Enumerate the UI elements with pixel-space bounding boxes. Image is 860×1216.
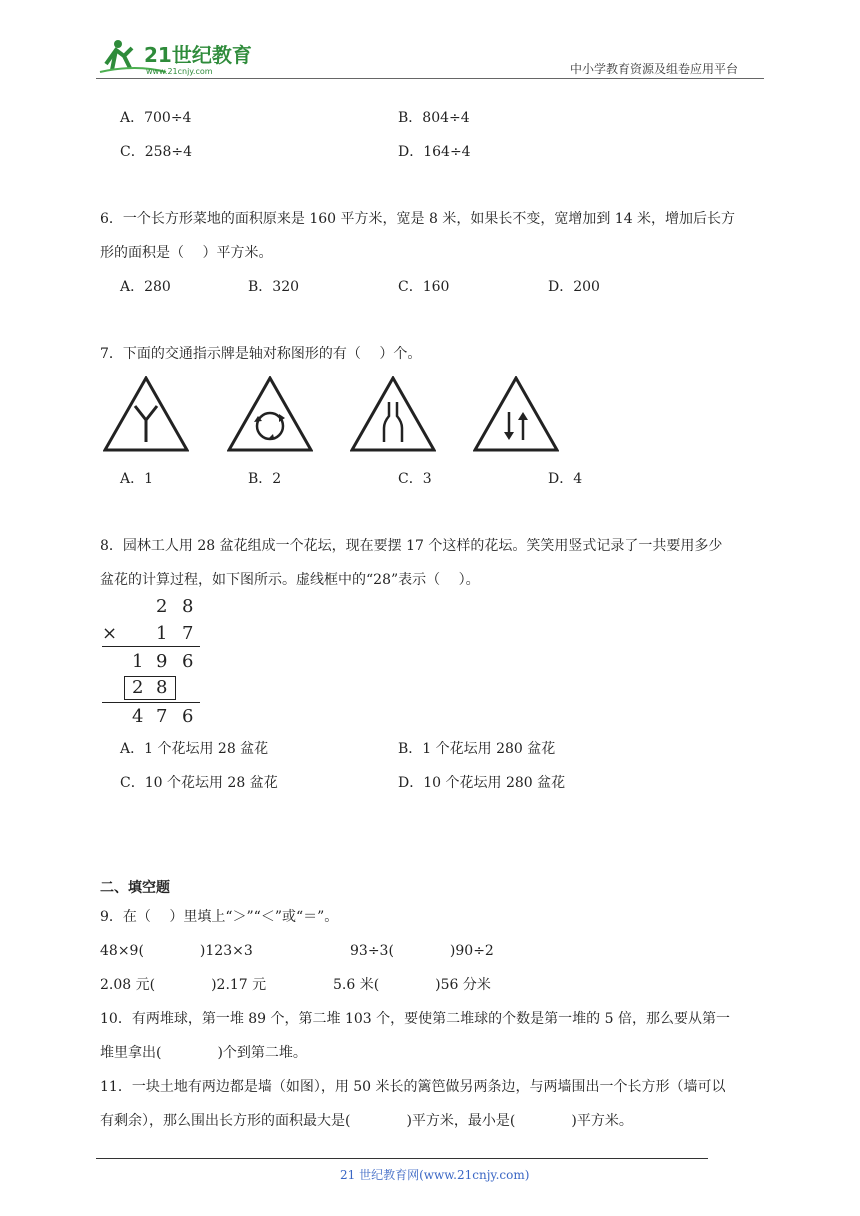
vertical-multiplication <box>100 596 210 726</box>
q10-text-line2: 堆里拿出( )个到第二堆。 <box>100 1045 307 1061</box>
q6-option-b: B．320 <box>248 279 300 295</box>
road-narrows-sign-icon <box>350 376 436 452</box>
q7-option-a: A．1 <box>120 471 154 487</box>
calc-digit: 7 <box>156 706 168 727</box>
footer-link[interactable]: 21 世纪教育网(www.21cnjy.com) <box>340 1168 530 1182</box>
q11-text-line1: 11．一块土地有两边都是墙（如图），用 50 米长的篱笆做另两条边，与两墙围出一个长方形（墙可以 <box>100 1079 726 1095</box>
q8-option-c: C．10 个花坛用 28 盆花 <box>120 775 278 791</box>
q6-option-d: D．200 <box>548 279 600 295</box>
calc-line <box>102 646 200 647</box>
q8-option-d: D．10 个花坛用 280 盆花 <box>398 775 566 791</box>
footer-divider <box>96 1158 708 1159</box>
q11-text-line2: 有剩余），那么围出长方形的面积最大是( )平方米，最小是( )平方米。 <box>100 1113 633 1129</box>
q9-text: 9．在（ ）里填上“＞”“＜”或“＝”。 <box>100 909 339 925</box>
q8-text-line2: 盆花的计算过程，如下图所示。虚线框中的“28”表示（ ）。 <box>100 572 480 588</box>
y-junction-sign-icon <box>103 376 189 452</box>
q9-item: 2.08 元( )2.17 元 <box>100 977 267 993</box>
roundabout-sign-icon <box>227 376 313 452</box>
q7-option-c: C．3 <box>398 471 432 487</box>
calc-digit: 6 <box>182 651 194 672</box>
q6-option-c: C．160 <box>398 279 450 295</box>
calc-digit: 2 <box>132 677 144 698</box>
q5-option-d: D．164÷4 <box>398 144 471 160</box>
q5-option-a: A．700÷4 <box>120 110 192 126</box>
q5-option-c: C．258÷4 <box>120 144 193 160</box>
q7-text: 7．下面的交通指示牌是轴对称图形的有（ ）个。 <box>100 346 422 362</box>
q10-text-line1: 10．有两堆球，第一堆 89 个，第二堆 103 个，要使第二堆球的个数是第一堆的 5 倍，那么要从第一 <box>100 1011 730 1027</box>
calc-digit: 6 <box>182 706 194 727</box>
q8-option-b: B．1 个花坛用 280 盆花 <box>398 741 556 757</box>
calc-digit: 1 <box>132 651 144 672</box>
q5-option-b: B．804÷4 <box>398 110 470 126</box>
q7-option-d: D．4 <box>548 471 583 487</box>
q6-text-line1: 6．一个长方形菜地的面积原来是 160 平方米，宽是 8 米，如果长不变，宽增加到 14 米，增加后长方 <box>100 211 736 227</box>
svg-text:www.21cnjy.com: www.21cnjy.com <box>146 67 213 76</box>
two-way-traffic-sign-icon <box>473 376 559 452</box>
calc-digit: 1 <box>156 623 168 644</box>
q6-option-a: A．280 <box>120 279 171 295</box>
q9-item: 48×9( )123×3 <box>100 943 253 959</box>
calc-digit: 7 <box>182 623 194 644</box>
platform-name: 中小学教育资源及组卷应用平台 <box>570 62 739 76</box>
q9-item: 93÷3( )90÷2 <box>350 943 494 959</box>
calc-operator: × <box>102 623 118 644</box>
header-divider <box>96 78 764 79</box>
q6-text-line2: 形的面积是（ ）平方米。 <box>100 245 273 261</box>
q7-option-b: B．2 <box>248 471 282 487</box>
q8-option-a: A．1 个花坛用 28 盆花 <box>120 741 269 757</box>
calc-digit: 8 <box>156 677 168 698</box>
calc-digit: 8 <box>182 596 194 617</box>
svg-text:21世纪教育: 21世纪教育 <box>144 43 252 67</box>
calc-digit: 9 <box>156 651 168 672</box>
site-logo <box>96 34 256 80</box>
calc-line <box>102 702 200 703</box>
calc-digit: 4 <box>132 706 144 727</box>
q8-text-line1: 8．园林工人用 28 盆花组成一个花坛，现在要摆 17 个这样的花坛。笑笑用竖式记录了一共要用多少 <box>100 538 723 554</box>
calc-digit: 2 <box>156 596 168 617</box>
q9-item: 5.6 米( )56 分米 <box>333 977 491 993</box>
section-title: 二、填空题 <box>100 880 170 896</box>
